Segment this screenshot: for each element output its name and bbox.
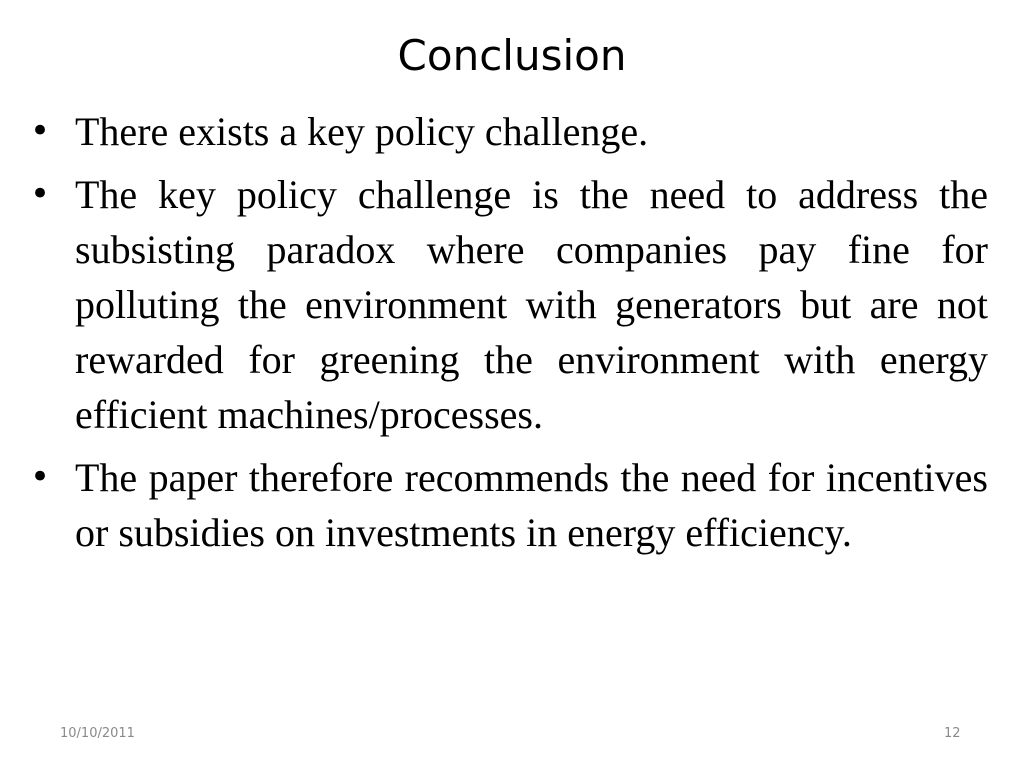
bullet-list	[30, 104, 988, 568]
bullet-icon: •	[30, 111, 51, 151]
bullet-item	[30, 450, 988, 560]
bullet-icon: •	[30, 457, 51, 497]
slide-title: Conclusion	[397, 31, 627, 80]
bullet-text: The key policy challenge is the need to address the subsisting paradox where companies pay fine for polluting the environment with generators but are not rewarded for greening the environment with energy efficient machines/processes.	[75, 172, 988, 437]
bullet-text: There exists a key policy challenge.	[75, 109, 649, 154]
bullet-icon: •	[30, 174, 51, 214]
footer-date: 10/10/2011	[60, 726, 135, 741]
footer-page-number: 12	[944, 726, 961, 741]
bullet-item	[30, 104, 988, 159]
bullet-text: The paper therefore recommends the need for incentives or subsidies on investments in energy efficiency.	[75, 455, 988, 555]
bullet-item	[30, 167, 988, 442]
